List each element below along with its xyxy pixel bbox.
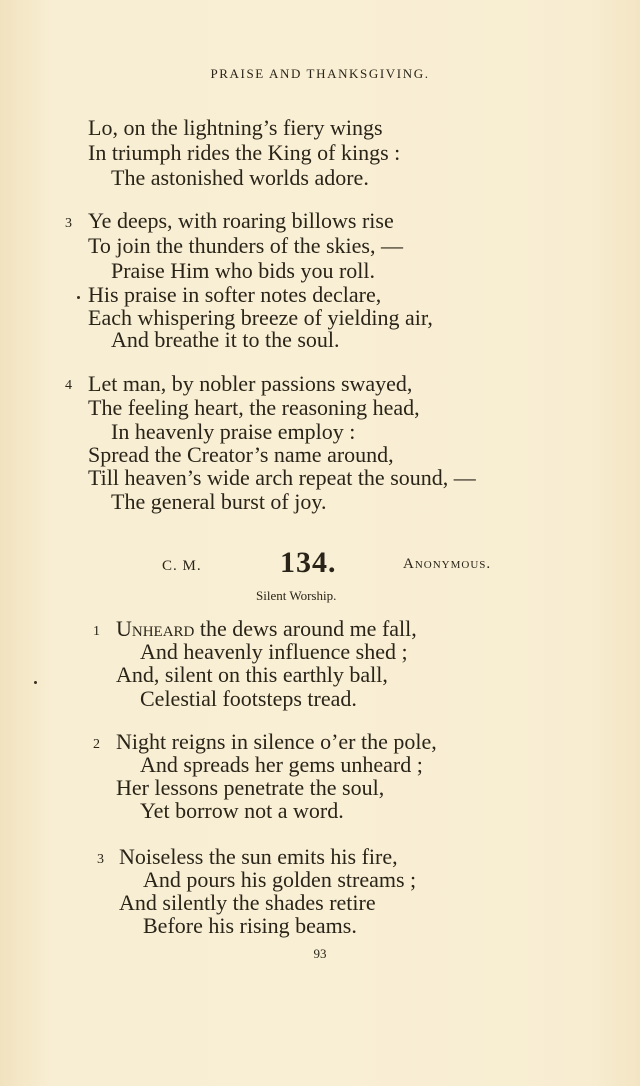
hymn-title: Silent Worship. (256, 588, 337, 603)
verse-line: Spread the Creator’s name around, (88, 442, 394, 467)
stanza-number: 1 (93, 624, 100, 639)
verse-line: Ye deeps, with roaring billows rise (88, 208, 394, 233)
verse-line: Let man, by nobler passions swayed, (88, 371, 413, 396)
verse-line: Praise Him who bids you roll. (111, 258, 375, 283)
verse-line: And pours his golden streams ; (143, 867, 417, 892)
verse-line: The general burst of joy. (111, 489, 327, 514)
verse-line: And, silent on this earthly ball, (116, 662, 388, 687)
verse-line: Noiseless the sun emits his fire, (119, 844, 398, 869)
verse-line: In triumph rides the King of kings : (88, 140, 401, 165)
verse-line: Each whispering breeze of yielding air, (88, 305, 433, 330)
print-speck (77, 296, 80, 299)
verse-line: In heavenly praise employ : (111, 419, 356, 444)
stanza-number: 4 (65, 378, 72, 393)
hymn-meter: C. M. (162, 558, 202, 574)
verse-line: And breathe it to the soul. (111, 327, 340, 352)
stanza-number: 2 (93, 737, 100, 752)
verse-line: Lo, on the lightning’s fiery wings (88, 115, 383, 140)
first-word: Unheard (116, 616, 195, 641)
verse-line: Night reigns in silence o’er the pole, (116, 729, 437, 754)
stanza-number: 3 (65, 216, 72, 231)
verse-line (116, 617, 417, 641)
verse-line: To join the thunders of the skies, — (88, 233, 403, 258)
hymn-number: 134. (280, 546, 337, 579)
first-line-rest: the dews around me fall, (194, 616, 417, 641)
verse-line: His praise in softer notes declare, (88, 282, 382, 307)
verse-line: And spreads her gems unheard ; (140, 752, 423, 777)
hymn-author: Anonymous. (403, 556, 492, 572)
verse-line: Before his rising beams. (143, 913, 357, 938)
verse-line: Her lessons penetrate the soul, (116, 775, 385, 800)
verse-line: Celestial footsteps tread. (140, 686, 357, 711)
verse-line: And heavenly influence shed ; (140, 639, 408, 664)
verse-line: And silently the shades retire (119, 890, 376, 915)
page-number: 93 (313, 946, 327, 961)
verse-line: The astonished worlds adore. (111, 165, 369, 190)
verse-line: Yet borrow not a word. (140, 798, 344, 823)
verse-line: The feeling heart, the reasoning head, (88, 395, 420, 420)
verse-line: Till heaven’s wide arch repeat the sound, — (88, 465, 476, 490)
print-speck (34, 681, 37, 684)
stanza-number: 3 (97, 852, 104, 867)
running-head: PRAISE AND THANKSGIVING. (210, 66, 430, 81)
